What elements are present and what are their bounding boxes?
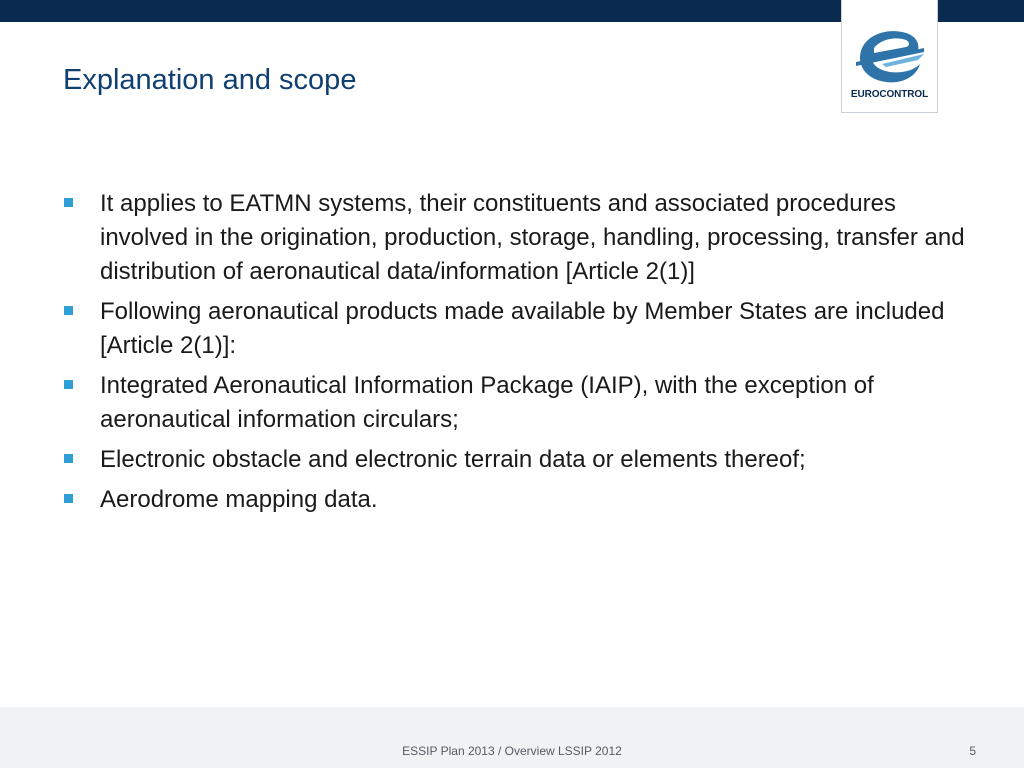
square-bullet-icon [64, 454, 73, 463]
square-bullet-icon [64, 306, 73, 315]
square-bullet-icon [64, 494, 73, 503]
footer-text: ESSIP Plan 2013 / Overview LSSIP 2012 [402, 744, 622, 758]
bullet-text: Following aeronautical products made available by Member States are included [Article 2(1)]: [100, 298, 945, 359]
footer-bar [0, 707, 1024, 768]
bullet-item [62, 187, 972, 289]
bullet-text: Electronic obstacle and electronic terrain data or elements thereof; [100, 446, 806, 473]
bullet-item [62, 483, 972, 517]
eurocontrol-emblem-icon [852, 24, 928, 86]
eurocontrol-logo [841, 0, 938, 113]
bullet-text: Aerodrome mapping data. [100, 486, 378, 513]
bullet-text: Integrated Aeronautical Information Package (IAIP), with the exception of aeronautical information circulars; [100, 372, 874, 433]
bullet-text: It applies to EATMN systems, their constituents and associated procedures involved in the origination, production, storage, handling, processing, transfer and distribution of aeronautical data/information [Article 2(1)] [100, 190, 965, 285]
bullet-item [62, 443, 972, 477]
square-bullet-icon [64, 198, 73, 207]
slide-title: Explanation and scope [63, 64, 357, 96]
square-bullet-icon [64, 380, 73, 389]
page-number: 5 [969, 744, 976, 758]
bullet-item [62, 369, 972, 437]
eurocontrol-logo-text: EUROCONTROL [850, 89, 929, 100]
bullet-list [62, 187, 972, 523]
bullet-item [62, 295, 972, 363]
